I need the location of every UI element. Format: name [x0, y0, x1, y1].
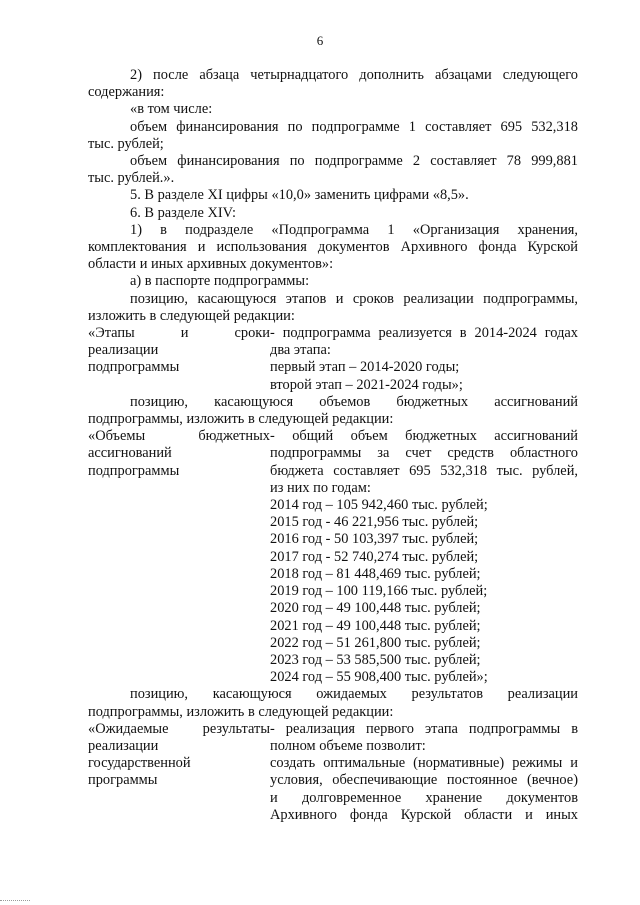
text-line: «в том числе: [130, 101, 213, 118]
text-line: подпрограммы, изложить в следующей редакции: [88, 411, 394, 428]
text-line: 1) в подразделе «Подпрограмма 1 «Организация хранения, [130, 221, 578, 238]
scan-noise [0, 898, 30, 901]
text-line: содержания: [88, 84, 165, 101]
text-line: 2022 год – 51 261,800 тыс. рублей; [270, 634, 481, 651]
text-line: - реализация первого этапа подпрограммы в [270, 720, 578, 737]
document-body [88, 67, 578, 824]
text-line: государственной [88, 755, 191, 772]
text-line: позицию, касающуюся ожидаемых результатов реализации [130, 686, 578, 703]
text-line: и долговременное хранение документов [270, 789, 578, 806]
intro-paragraphs [88, 67, 578, 325]
text-line: 2) после абзаца четырнадцатого дополнить абзацами следующего [130, 67, 578, 83]
text-line: - подпрограмма реализуется в 2014-2024 годах [270, 325, 578, 342]
text-line: создать оптимальные (нормативные) режимы и [270, 755, 578, 772]
text-line: объем финансирования по подпрограмме 1 составляет 695 532,318 [130, 118, 578, 135]
text-line: 2018 год – 81 448,469 тыс. рублей; [270, 565, 481, 582]
text-line: подпрограммы [88, 462, 180, 479]
results-intro [88, 686, 578, 720]
budget-intro [88, 394, 578, 428]
text-line: комплектования и использования документов Архивного фонда Курской [88, 239, 578, 256]
text-line: 2017 год - 52 740,274 тыс. рублей; [270, 548, 479, 565]
text-line: программы [88, 772, 158, 789]
text-line: условия, обеспечивающие постоянное (вечное) [270, 772, 578, 789]
text-line: реализации [88, 737, 159, 754]
text-line: изложить в следующей редакции: [88, 307, 295, 324]
results-label [88, 721, 270, 824]
text-line: 2024 год – 55 908,400 тыс. рублей»; [270, 669, 488, 686]
text-line: из них по годам: [270, 479, 371, 496]
text-line: 2023 год – 53 585,500 тыс. рублей; [270, 651, 481, 668]
stages-table [88, 325, 578, 394]
text-line: позицию, касающуюся объемов бюджетных ассигнований [130, 393, 578, 410]
stages-label [88, 325, 270, 394]
text-line: 2015 год - 46 221,956 тыс. рублей; [270, 514, 479, 531]
text-line: объем финансирования по подпрограмме 2 составляет 78 999,881 [130, 153, 578, 170]
text-line: первый этап – 2014-2020 годы; [270, 359, 460, 376]
budget-label [88, 428, 270, 686]
text-line: тыс. рублей.». [88, 170, 175, 187]
text-line: 2020 год – 49 100,448 тыс. рублей; [270, 600, 481, 617]
text-line: 2014 год – 105 942,460 тыс. рублей; [270, 497, 488, 514]
text-line: реализации [88, 342, 159, 359]
text-line: ассигнований [88, 445, 172, 462]
text-line: - общий объем бюджетных ассигнований [270, 428, 578, 445]
budget-table [88, 428, 578, 686]
page-number: 6 [316, 33, 324, 48]
results-value [270, 721, 578, 824]
text-line: 2019 год – 100 119,166 тыс. рублей; [270, 583, 488, 600]
text-line: подпрограммы за счет средств областного [270, 445, 578, 462]
text-line: области и иных архивных документов»: [88, 256, 334, 273]
text-line: позицию, касающуюся этапов и сроков реализации подпрограммы, [130, 290, 578, 307]
text-line: полном объеме позволит: [270, 737, 426, 754]
text-line: 5. В разделе XI цифры «10,0» заменить цифрами «8,5». [130, 187, 469, 204]
stages-value [270, 325, 578, 394]
text-line: «Ожидаемые результаты [88, 720, 270, 737]
results-table [88, 721, 578, 824]
text-line: подпрограммы, изложить в следующей редакции: [88, 703, 394, 720]
text-line: второй этап – 2021-2024 годы»; [270, 376, 463, 393]
text-line: два этапа: [270, 342, 331, 359]
text-line: 2021 год – 49 100,448 тыс. рублей; [270, 617, 481, 634]
text-line: тыс. рублей; [88, 135, 164, 152]
budget-value [270, 428, 578, 686]
text-line: подпрограммы [88, 359, 180, 376]
text-line: 2016 год - 50 103,397 тыс. рублей; [270, 531, 479, 548]
text-line: Архивного фонда Курской области и иных [270, 806, 578, 823]
text-line: «Объемы бюджетных [88, 428, 270, 445]
text-line: 6. В разделе XIV: [130, 204, 236, 221]
text-line: бюджета составляет 695 532,318 тыс. рублей, [270, 462, 578, 479]
text-line: «Этапы и сроки [88, 325, 270, 342]
text-line: а) в паспорте подпрограммы: [130, 273, 310, 290]
